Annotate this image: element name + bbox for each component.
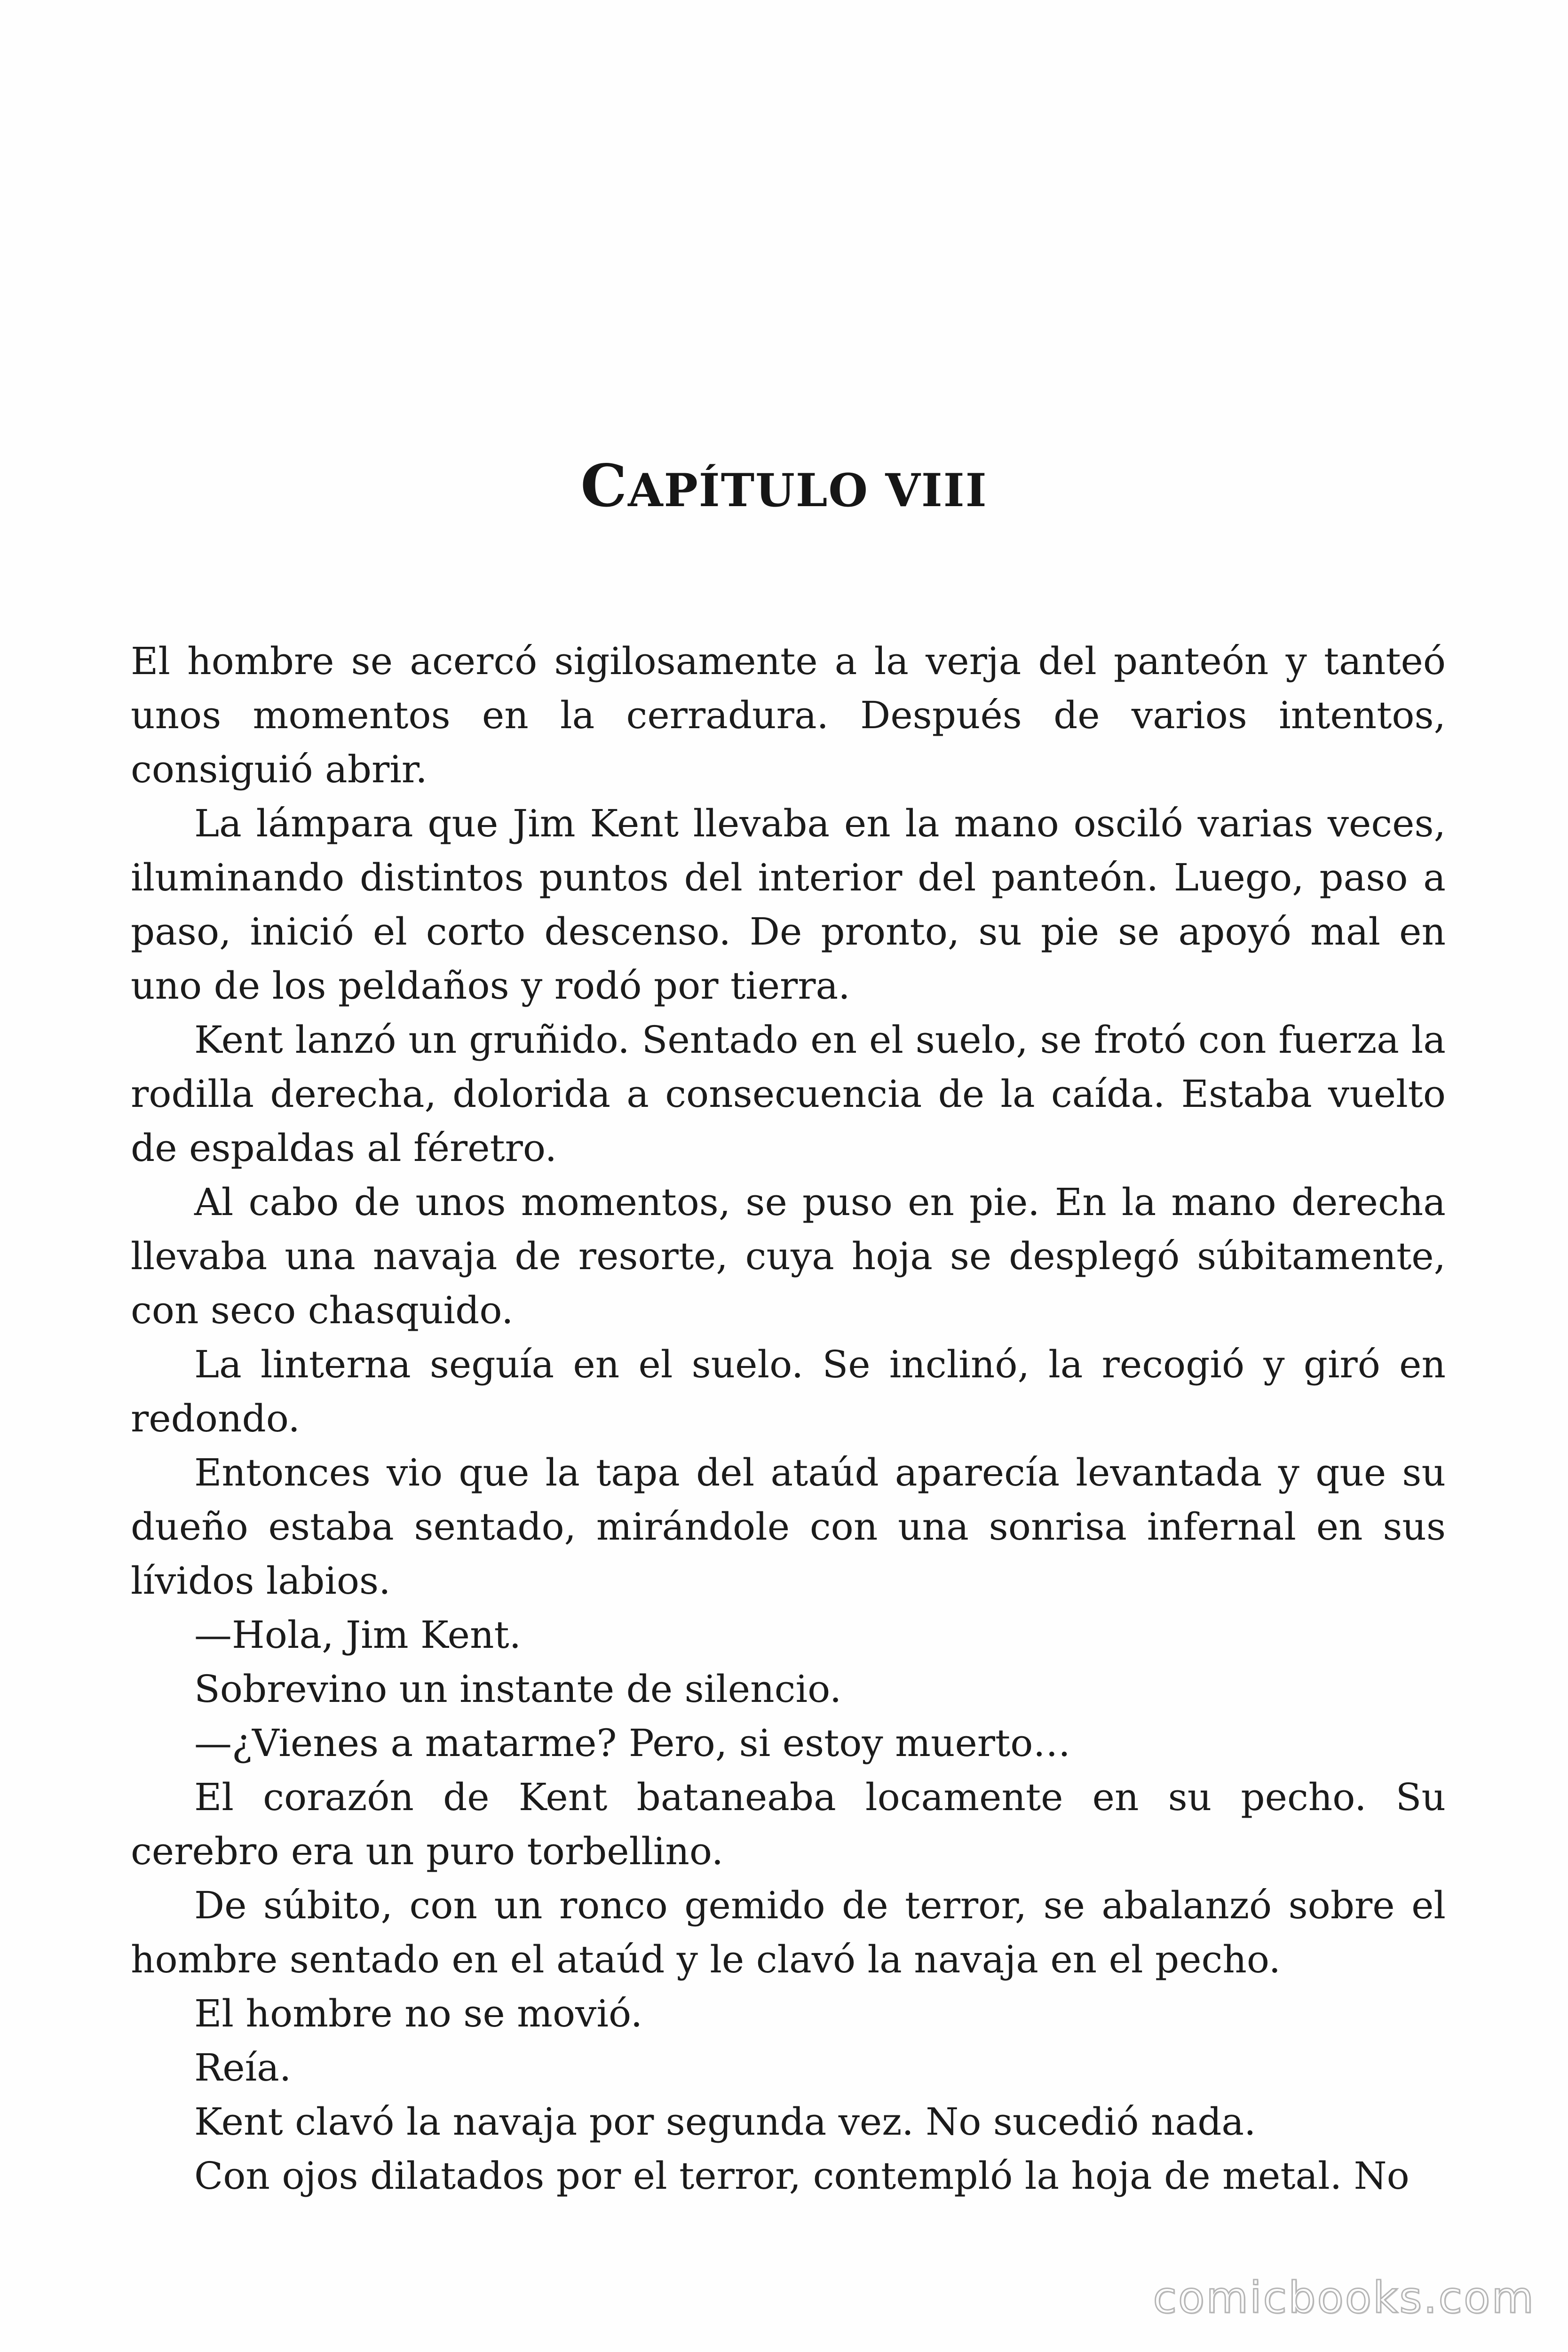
chapter-title — [0, 452, 1568, 522]
paragraph: Al cabo de unos momentos, se puso en pie. En la mano derecha llevaba una navaja de resorte, cuya hoja se desplegó súbitamente, con seco chasquido. — [131, 1180, 1446, 1332]
paragraph: De súbito, con un ronco gemido de terror, se abalanzó sobre el hombre sentado en el ataúd y le clavó la navaja en el pecho. — [131, 1883, 1446, 1981]
paragraph: Entonces vio que la tapa del ataúd aparecía levantada y que su dueño estaba sentado, mirándole con una sonrisa infernal en sus lívidos labios. — [131, 1451, 1446, 1603]
paragraph: La linterna seguía en el suelo. Se inclinó, la recogió y giró en redondo. — [131, 1343, 1446, 1440]
watermark: comicbooks.com — [1153, 2273, 1535, 2323]
paragraph: Kent clavó la navaja por segunda vez. No sucedió nada. — [194, 2100, 1256, 2144]
paragraph: Con ojos dilatados por el terror, contempló la hoja de metal. No — [194, 2154, 1410, 2198]
paragraph: La lámpara que Jim Kent llevaba en la mano osciló varias veces, iluminando distintos puntos del interior del panteón. Luego, paso a paso, inició el corto descenso. De pronto, su pie se apoyó mal en uno de los peldaños y rodó por tierra. — [131, 802, 1446, 1008]
chapter-title-rest: APÍTULO VIII — [628, 464, 988, 517]
paragraph: Kent lanzó un gruñido. Sentado en el suelo, se frotó con fuerza la rodilla derecha, dolorida a consecuencia de la caída. Estaba vuelto de espaldas al féretro. — [131, 1018, 1446, 1170]
dialogue-line: —¿Vienes a matarme? Pero, si estoy muerto… — [194, 1721, 1071, 1765]
dialogue-line: —Hola, Jim Kent. — [194, 1613, 522, 1657]
chapter-body — [131, 634, 1446, 2203]
paragraph: El corazón de Kent bataneaba locamente en su pecho. Su cerebro era un puro torbellino. — [131, 1775, 1446, 1873]
chapter-title-initial: C — [580, 452, 628, 520]
paragraph: El hombre no se movió. — [194, 1992, 643, 2035]
paragraph: Sobrevino un instante de silencio. — [194, 1667, 842, 1711]
paragraph: Reía. — [194, 2046, 292, 2090]
paragraph: El hombre se acercó sigilosamente a la verja del panteón y tanteó unos momentos en la cerradura. Después de varios intentos, consiguió abrir. — [131, 639, 1446, 791]
